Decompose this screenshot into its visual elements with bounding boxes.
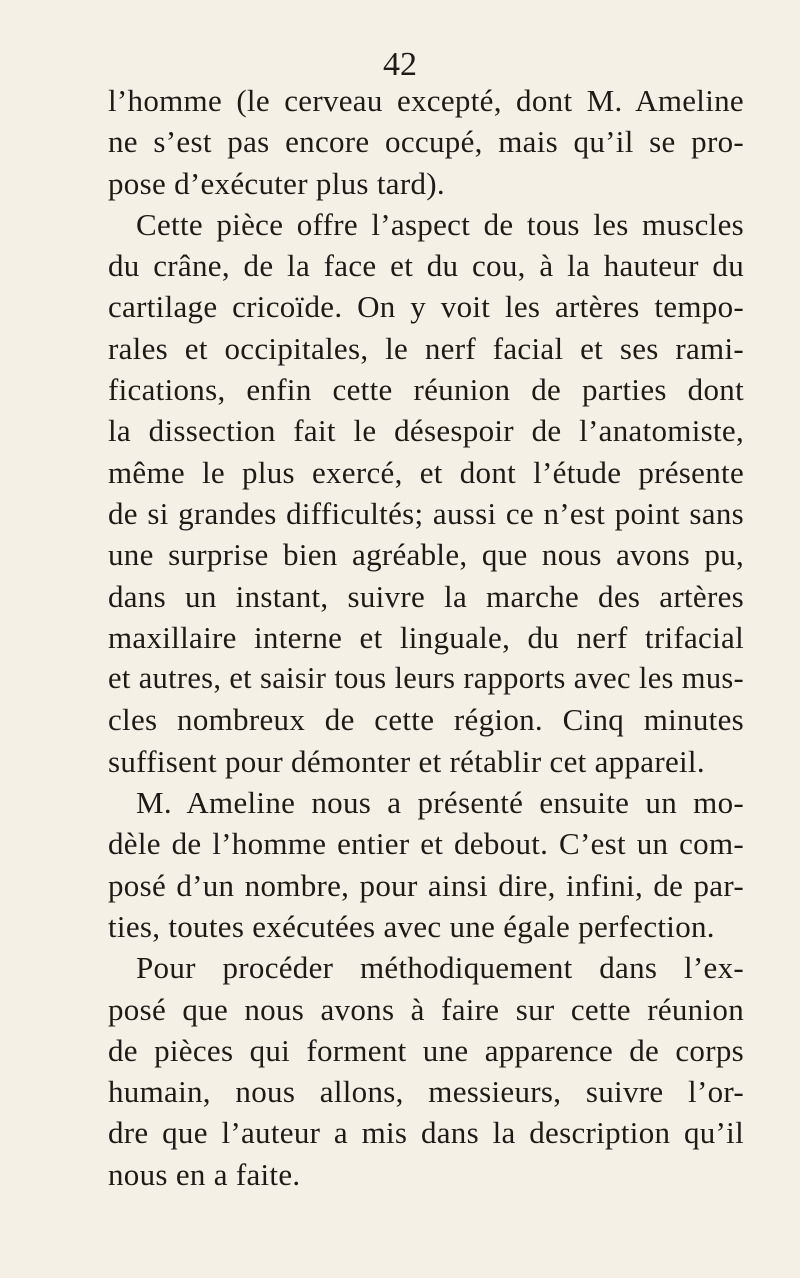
text-line: posé que nous avons à faire sur cette réunion: [108, 991, 744, 1027]
text-line: de pièces qui forment une apparence de corps: [108, 1032, 744, 1068]
text-line: suffisent pour démonter et rétablir cet appareil.: [108, 743, 705, 779]
text-line: dre que l’auteur a mis dans la description qu’il: [108, 1115, 744, 1151]
text-line: dans un instant, suivre la marche des artères: [108, 578, 744, 614]
text-line: pose d’exécuter plus tard).: [108, 165, 445, 201]
text-line: rales et occipitales, le nerf facial et ses rami-: [108, 330, 744, 366]
text-line: du crâne, de la face et du cou, à la hauteur du: [108, 248, 744, 284]
text-line: ties, toutes exécutées avec une égale perfection.: [108, 908, 715, 944]
text-line: la dissection fait le désespoir de l’anatomiste,: [108, 413, 744, 449]
text-line: nous en a faite.: [108, 1156, 301, 1192]
text-line: même le plus exercé, et dont l’étude présente: [108, 454, 744, 490]
page-number: 42: [383, 46, 417, 83]
text-line: M. Ameline nous a présenté ensuite un mo-: [136, 785, 744, 821]
body-text: [108, 80, 744, 1195]
text-line: et autres, et saisir tous leurs rapports avec les mus-: [108, 661, 744, 696]
text-line: maxillaire interne et linguale, du nerf trifacial: [108, 619, 744, 655]
text-line: de si grandes difficultés; aussi ce n’est point sans: [108, 495, 744, 531]
text-line: l’homme (le cerveau excepté, dont M. Ameline: [108, 83, 744, 118]
text-line: ne s’est pas encore occupé, mais qu’il se pro-: [108, 124, 744, 160]
text-line: une surprise bien agréable, que nous avons pu,: [108, 537, 744, 573]
text-line: fications, enfin cette réunion de parties dont: [108, 372, 744, 408]
text-line: cartilage cricoïde. On y voit les artères tempo-: [108, 289, 744, 325]
text-line: dèle de l’homme entier et debout. C’est un com-: [108, 826, 744, 862]
text-line: Pour procéder méthodiquement dans l’ex-: [136, 950, 744, 986]
text-line: humain, nous allons, messieurs, suivre l’or-: [108, 1074, 744, 1110]
text-line: posé d’un nombre, pour ainsi dire, infini, de par-: [108, 867, 744, 903]
text-line: cles nombreux de cette région. Cinq minutes: [108, 702, 744, 738]
text-line: Cette pièce offre l’aspect de tous les muscles: [136, 206, 744, 242]
